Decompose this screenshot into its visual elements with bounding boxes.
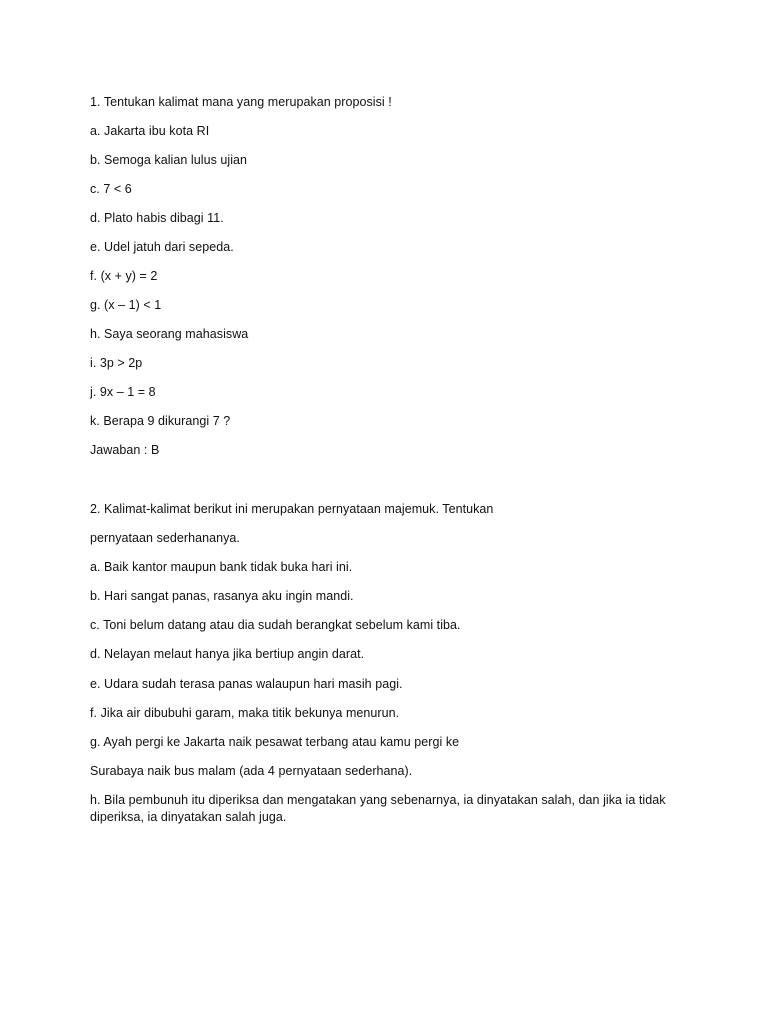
q2-item-g-cont: Surabaya naik bus malam (ada 4 pernyataan sederhana).: [90, 764, 413, 778]
q1-item-c: c. 7 < 6: [90, 182, 132, 196]
q1-title: 1. Tentukan kalimat mana yang merupakan proposisi !: [90, 95, 392, 109]
q2-title-line1: 2. Kalimat-kalimat berikut ini merupakan pernyataan majemuk. Tentukan: [90, 502, 494, 516]
q2-title-line2: pernyataan sederhananya.: [90, 531, 240, 545]
q2-item-e: e. Udara sudah terasa panas walaupun hari masih pagi.: [90, 677, 403, 691]
q2-item-g: g. Ayah pergi ke Jakarta naik pesawat terbang atau kamu pergi ke: [90, 735, 460, 749]
q2-item-h: h. Bila pembunuh itu diperiksa dan mengatakan yang sebenarnya, ia dinyatakan salah, dan jika ia tidak diperiksa, ia dinyatakan salah juga.: [90, 793, 666, 824]
q2-item-d: d. Nelayan melaut hanya jika bertiup angin darat.: [90, 647, 365, 661]
q2-item-c: c. Toni belum datang atau dia sudah berangkat sebelum kami tiba.: [90, 618, 461, 632]
q1-item-g: g. (x – 1) < 1: [90, 298, 162, 312]
q2-item-b: b. Hari sangat panas, rasanya aku ingin mandi.: [90, 589, 354, 603]
q1-item-f: f. (x + y) = 2: [90, 269, 158, 283]
q2-item-a: a. Baik kantor maupun bank tidak buka hari ini.: [90, 560, 353, 574]
q1-item-e: e. Udel jatuh dari sepeda.: [90, 240, 234, 254]
q1-item-k: k. Berapa 9 dikurangi 7 ?: [90, 414, 231, 428]
q2-item-f: f. Jika air dibubuhi garam, maka titik bekunya menurun.: [90, 706, 400, 720]
q1-item-i: i. 3p > 2p: [90, 356, 143, 370]
q1-item-d: d. Plato habis dibagi 11.: [90, 211, 224, 225]
q1-item-j: j. 9x – 1 = 8: [90, 385, 156, 399]
q1-answer: Jawaban : B: [90, 443, 160, 457]
q1-item-b: b. Semoga kalian lulus ujian: [90, 153, 248, 167]
q1-item-a: a. Jakarta ibu kota RI: [90, 124, 210, 138]
q1-item-h: h. Saya seorang mahasiswa: [90, 327, 249, 341]
